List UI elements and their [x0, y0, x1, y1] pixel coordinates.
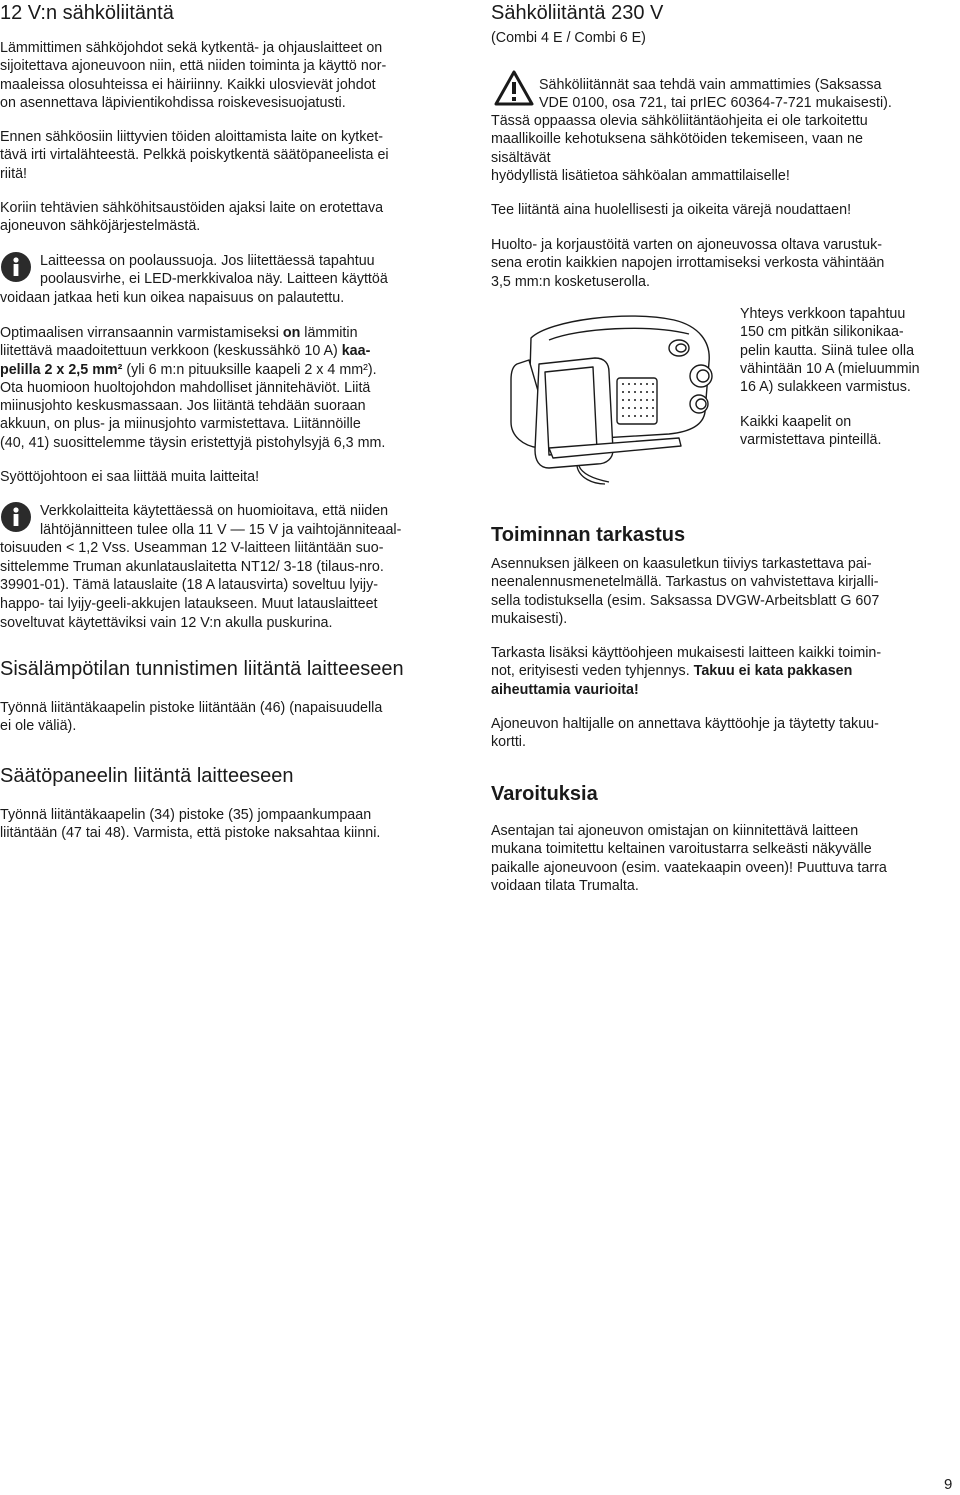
heater-illustration — [509, 300, 729, 485]
text-line: Tässä oppaassa olevia sähköliitäntäohjeita ei ole tarkoitettu — [491, 113, 868, 129]
paragraph-warning-sticker — [491, 822, 958, 895]
text-line: voidaan tilata Trumalta. — [491, 877, 639, 894]
section-title-12v: 12 V:n sähköliitäntä — [0, 2, 174, 24]
text-line: Ota huomioon huoltojohdon mahdolliset jännitehäviöt. Liitä — [0, 379, 371, 396]
text-line: lähtöjännitteen tulee olla 11 V — 15 V ja vaihtojänniteaal- — [40, 521, 402, 538]
text-span: liitettävä maadoitettuun verkkoon (keskussähkö 10 A) — [0, 343, 342, 360]
text-line: on asennettava läpivientikohdissa roiskevesisuojatusti. — [0, 94, 346, 111]
paragraph-colors: Tee liitäntä aina huolellisesti ja oikeita värejä noudattaen! — [491, 202, 852, 218]
text-line: soveltuvat käytettäviksi vain 12 V:n akulla puskurina. — [0, 614, 333, 631]
note-polarity — [0, 252, 462, 307]
text-line: mukaisesti). — [491, 610, 568, 627]
text-bold: pelilla 2 x 2,5 mm² — [0, 361, 123, 378]
text-line: sittelemme Truman akunlatauslaitetta NT12/ 3-18 (tilaus-nro. — [0, 558, 384, 575]
paragraph-welding — [0, 199, 462, 236]
text-span: lämmitin — [300, 325, 358, 341]
text-line: sijoitettava ajoneuvoon niin, että niiden toiminta ja käyttö nor- — [0, 58, 387, 75]
text-line: 150 cm pitkän silikonikaa- — [740, 324, 904, 341]
text-line: miinusjohto keskusmassaan. Jos liitäntä tehdään suoraan — [0, 398, 366, 415]
text-span: not, erityisesti veden tyhjennys. — [491, 663, 694, 680]
text-line: maaleissa olosuhteissa ei häiriinny. Kaikki ulosvievät johdot — [0, 76, 376, 93]
text-line: varmistettava pinteillä. — [740, 432, 882, 449]
paragraph-power-supply — [0, 324, 462, 452]
section-title-function-check: Toiminnan tarkastus — [491, 524, 686, 546]
text-line: sella todistuksella (esim. Saksassa DVGW-Arbeitsblatt G 607 — [491, 592, 880, 609]
paragraph-wiring — [0, 39, 462, 112]
text-line: Koriin tehtävien sähköhitsaustöiden ajaksi laite on erotettava — [0, 200, 384, 216]
note-power-adapters — [0, 502, 462, 632]
warning-icon — [494, 70, 534, 106]
text-line: Kaikki kaapelit on — [740, 414, 852, 430]
text-line: poolausvirhe, ei LED-merkkivaloa näy. Laitteen käyttöä — [40, 271, 388, 288]
section-title-control-panel: Säätöpaneelin liitäntä laitteeseen — [0, 765, 294, 787]
text-line: Työnnä liitäntäkaapelin (34) pistoke (35) jompaankumpaan — [0, 807, 372, 823]
text-line: maallikoille kehotuksena sähkötöiden tekemiseen, vaan ne — [491, 131, 863, 148]
text-bold: Takuu ei kata pakkasen — [693, 663, 853, 680]
text-line: sena erotin kaikkien napojen irrottamiseksi verkosta vähintään — [491, 255, 885, 272]
section-title-warnings: Varoituksia — [491, 783, 598, 805]
text-line: sisältävät — [491, 149, 551, 166]
section-title-sensor: Sisälämpötilan tunnistimen liitäntä laitteeseen — [0, 658, 404, 680]
text-line: Asennuksen jälkeen on kaasuletkun tiiviys tarkastettava pai- — [491, 556, 872, 572]
text-span: Optimaalisen virransaannin varmistamiseksi — [0, 325, 283, 341]
text-bold: on — [282, 325, 301, 341]
text-line: Asentajan tai ajoneuvon omistajan on kiinnitettävä laitteen — [491, 823, 859, 839]
text-line: kortti. — [491, 734, 526, 751]
text-line: hyödyllistä lisätietoa sähköalan ammattilaiselle! — [491, 167, 790, 184]
text-span: (yli 6 m:n pituuksille kaapeli 2 x 4 mm²). — [122, 361, 377, 378]
text-line: 16 A) sulakkeen varmistus. — [740, 379, 911, 396]
paragraph-disconnect — [0, 128, 462, 183]
text-line: pelin kautta. Siinä tulee olla — [740, 342, 915, 359]
text-bold: kaa- — [341, 343, 371, 360]
warning-continuation — [491, 112, 958, 185]
text-line: Verkkolaitteita käytettäessä on huomioitava, että niiden — [40, 503, 389, 519]
paragraph-isolator — [491, 236, 958, 291]
page-number: 9 — [944, 1476, 953, 1493]
text-line: mukana toimitettu keltainen varoitustarra selkeästi näkyvälle — [491, 841, 872, 858]
section-title-230v: Sähköliitäntä 230 V — [491, 2, 664, 24]
text-line: Yhteys verkkoon tapahtuu — [740, 306, 906, 322]
subtitle-models: (Combi 4 E / Combi 6 E) — [491, 30, 646, 46]
caption-mains-cable — [740, 305, 958, 396]
paragraph-leak-test — [491, 555, 958, 628]
paragraph-manual-handover — [491, 715, 958, 752]
text-line: Lämmittimen sähköjohdot sekä kytkentä- ja ohjauslaitteet on — [0, 40, 383, 56]
text-line: voidaan jatkaa heti kun oikea napaisuus on palautettu. — [0, 289, 345, 306]
text-line: riitä! — [0, 165, 28, 182]
text-line: akkuun, on plus- ja miinusjohto varmistettava. Liitännöille — [0, 416, 361, 433]
text-line: 39901-01). Tämä latauslaite (18 A latausvirta) soveltuu lyijy- — [0, 577, 379, 594]
text-line: (40, 41) suosittelemme täysin eristettyjä pistohylsyjä 6,3 mm. — [0, 434, 386, 451]
text-line: toisuuden < 1,2 Vss. Useamman 12 V-laitteen liitäntään suo- — [0, 540, 384, 557]
text-line: Ennen sähköosiin liittyvien töiden aloittamista laite on kytket- — [0, 129, 384, 145]
text-line: neenalennusmenetelmällä. Tarkastus on vahvistettava kirjalli- — [491, 574, 879, 591]
paragraph-no-other-devices: Syöttöjohtoon ei saa liittää muita laitteita! — [0, 469, 260, 485]
text-line: ajoneuvon sähköjärjestelmästä. — [0, 218, 201, 235]
text-line: liitäntään (47 tai 48). Varmista, että pistoke naksahtaa kiinni. — [0, 825, 381, 842]
paragraph-control-panel — [0, 806, 462, 843]
text-line: vähintään 10 A (mieluummin — [740, 360, 920, 377]
paragraph-warranty — [491, 644, 958, 699]
warning-text — [539, 76, 959, 113]
text-line: Tarkasta lisäksi käyttöohjeen mukaisesti laitteen kaikki toimin- — [491, 645, 882, 661]
text-line: VDE 0100, osa 721, tai prIEC 60364-7-721 mukaisesti). — [539, 95, 892, 112]
text-line: Sähköliitännät saa tehdä vain ammattimies (Saksassa — [539, 77, 882, 93]
paragraph-sensor — [0, 699, 462, 736]
text-line: Huolto- ja korjaustöitä varten on ajoneuvossa oltava varustuk- — [491, 237, 882, 253]
text-line: 3,5 mm:n kosketuserolla. — [491, 273, 650, 290]
text-line: Ajoneuvon haltijalle on annettava käyttöohje ja täytetty takuu- — [491, 716, 879, 732]
text-line: paikalle ajoneuvoon (esim. vaatekaapin oveen)! Puuttuva tarra — [491, 859, 887, 876]
caption-clamps — [740, 413, 958, 450]
text-bold: aiheuttamia vaurioita! — [491, 681, 639, 698]
text-line: tävä irti virtalähteestä. Pelkkä poiskytkentä säätöpaneelista ei — [0, 147, 389, 164]
text-line: Laitteessa on poolaussuoja. Jos liitettäessä tapahtuu — [40, 253, 375, 269]
text-line: ei ole väliä). — [0, 718, 77, 735]
text-line: Työnnä liitäntäkaapelin pistoke liitäntään (46) (napaisuudella — [0, 700, 383, 716]
text-line: happo- tai lyijy-geeli-akkujen lataukseen. Muut latauslaitteet — [0, 595, 378, 612]
